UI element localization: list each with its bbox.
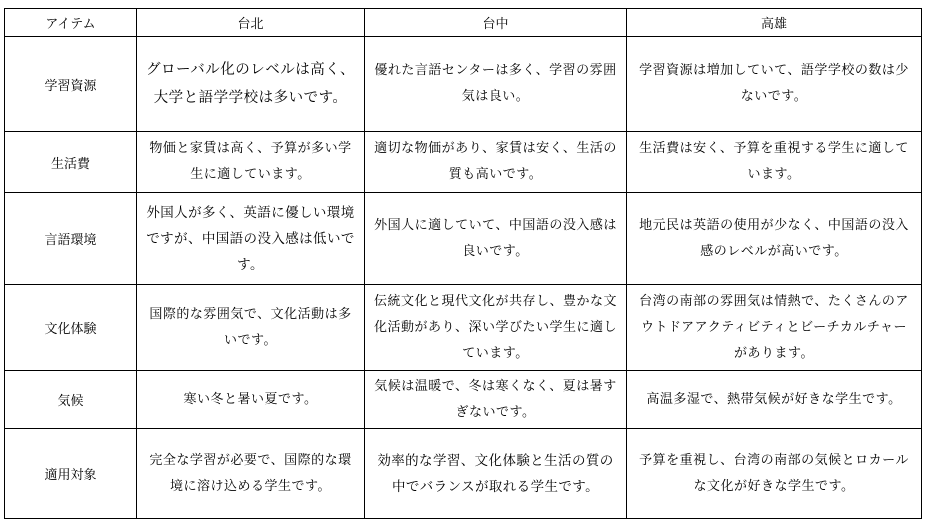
row-label: 適用対象 bbox=[5, 429, 137, 519]
row-label: 生活費 bbox=[5, 132, 137, 193]
row-label: 言語環境 bbox=[5, 193, 137, 285]
header-taipei: 台北 bbox=[137, 9, 365, 37]
cell-taichung: 適切な物価があり、家賃は安く、生活の質も高いです。 bbox=[365, 132, 627, 193]
cell-taipei: 物価と家賃は高く、予算が多い学生に適しています。 bbox=[137, 132, 365, 193]
cell-taichung: 効率的な学習、文化体験と生活の質の中でバランスが取れる学生です。 bbox=[365, 429, 627, 519]
cell-taichung: 優れた言語センターは多く、学習の雰囲気は良い。 bbox=[365, 37, 627, 132]
cell-taipei: 完全な学習が必要で、国際的な環境に溶け込める学生です。 bbox=[137, 429, 365, 519]
cell-taipei: 寒い冬と暑い夏です。 bbox=[137, 371, 365, 429]
row-label: 気候 bbox=[5, 371, 137, 429]
cell-taichung: 気候は温暖で、冬は寒くなく、夏は暑すぎないです。 bbox=[365, 371, 627, 429]
cell-taipei: 外国人が多く、英語に優しい環境ですが、中国語の没入感は低いです。 bbox=[137, 193, 365, 285]
cell-kaohsiung: 台湾の南部の雰囲気は情熱で、たくさんのアウトドアアクティビティとビーチカルチャーがあります。 bbox=[627, 285, 922, 371]
table-row bbox=[5, 193, 922, 285]
table-row bbox=[5, 371, 922, 429]
row-label: 文化体験 bbox=[5, 285, 137, 371]
cell-taichung: 外国人に適していて、中国語の没入感は良いです。 bbox=[365, 193, 627, 285]
cell-kaohsiung: 予算を重視し、台湾の南部の気候とロカールな文化が好きな学生です。 bbox=[627, 429, 922, 519]
row-label: 学習資源 bbox=[5, 37, 137, 132]
cell-kaohsiung: 地元民は英語の使用が少なく、中国語の没入感のレベルが高いです。 bbox=[627, 193, 922, 285]
cell-taichung: 伝統文化と現代文化が共存し、豊かな文化活動があり、深い学びたい学生に適しています。 bbox=[365, 285, 627, 371]
header-kaohsiung: 高雄 bbox=[627, 9, 922, 37]
cell-kaohsiung: 学習資源は増加していて、語学学校の数は少ないです。 bbox=[627, 37, 922, 132]
table-row bbox=[5, 429, 922, 519]
table-row bbox=[5, 132, 922, 193]
table-row bbox=[5, 285, 922, 371]
cell-kaohsiung: 高温多湿で、熱帯気候が好きな学生です。 bbox=[627, 371, 922, 429]
cell-taipei: グローバル化のレベルは高く、大学と語学学校は多いです。 bbox=[137, 37, 365, 132]
header-taichung: 台中 bbox=[365, 9, 627, 37]
cell-taipei: 国際的な雰囲気で、文化活動は多いです。 bbox=[137, 285, 365, 371]
cell-kaohsiung: 生活費は安く、予算を重視する学生に適しています。 bbox=[627, 132, 922, 193]
header-item: アイテム bbox=[5, 9, 137, 37]
comparison-table bbox=[4, 8, 922, 519]
table-row bbox=[5, 37, 922, 132]
header-row bbox=[5, 9, 922, 37]
